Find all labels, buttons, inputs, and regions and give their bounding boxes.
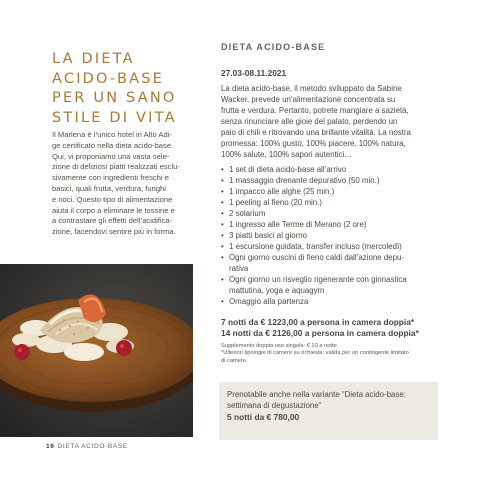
offer-column — [221, 42, 433, 365]
paragraph-line: Qui, vi proponiamo una vasta sele- — [52, 151, 170, 161]
price-list — [221, 317, 433, 339]
promo-price: 5 notti da € 780,00 — [227, 412, 300, 422]
paragraph-line: sivamente con ingredienti freschi e — [52, 173, 169, 183]
bullet-icon: • — [221, 209, 224, 218]
paragraph-line: Il Marlena è l’unico hotel in Alto Adi- — [52, 130, 172, 139]
title-line: PER UN SANO — [52, 90, 177, 106]
list-item-text: mattutina, yoga e aquagym — [229, 286, 325, 295]
footer-label: DIETA ACIDO-BASE — [57, 443, 128, 450]
bullet-icon: • — [221, 198, 224, 207]
promo-line: Prenotabile anche nella variante “Dieta acido-base: — [227, 390, 406, 399]
description-line: paio di chili e ritrovando una brillante vitalità. La nostra — [221, 128, 411, 137]
list-item-text: Ogni giorno cuscini di fieno caldi dall’azione depu- — [229, 253, 405, 262]
list-item — [221, 252, 433, 274]
list-item-text: rativa — [229, 264, 249, 273]
date-range: 27.03-08.11.2021 — [221, 68, 287, 78]
intro-paragraph — [52, 130, 200, 238]
price-notes — [221, 343, 433, 365]
description-line: 100% salute, 100% sapori autentici… — [221, 150, 353, 159]
list-item-text: 2 solarium — [229, 209, 266, 218]
paragraph-line: a contrastare gli effetti dell’acidifica- — [52, 216, 173, 226]
paragraph-line: basici, quali frutta, verdura, funghi — [52, 183, 166, 193]
list-item — [221, 241, 433, 252]
list-item-text: 1 peeling al fieno (20 min.) — [229, 198, 322, 207]
page-number: 16 — [46, 443, 55, 450]
list-item — [221, 197, 433, 208]
description-line: promessa: 100% gusto, 100% piacere, 100% natura, — [221, 139, 406, 148]
list-item — [221, 164, 433, 175]
description-line: senza rinunciare alle gioie del palato, perdendo un — [221, 117, 398, 126]
list-item-text: 1 set di dieta acido-base all’arrivo — [229, 165, 347, 174]
page-title — [52, 50, 212, 128]
list-item — [221, 296, 433, 307]
title-line: ACIDO-BASE — [52, 70, 164, 87]
paragraph-line: zione di deliziosi piatti realizzati esclu- — [52, 162, 180, 172]
promo-text — [227, 390, 406, 423]
list-item — [221, 175, 433, 186]
list-item-text: 1 ingresso alle Terme di Merano (2 ore) — [229, 220, 367, 229]
included-services-list — [221, 164, 433, 307]
offer-description — [221, 83, 433, 160]
bullet-icon: • — [221, 165, 224, 174]
bullet-icon: • — [221, 242, 224, 251]
bullet-icon: • — [221, 297, 224, 306]
list-item — [221, 274, 433, 296]
bullet-icon: • — [221, 176, 224, 185]
page-footer — [46, 443, 128, 450]
price-line: 14 notti da € 2126,00 a persona in camera doppia* — [221, 328, 419, 338]
description-line: frutta e verdura. Pertanto, potrete mangiare a sazietà, — [221, 106, 409, 115]
bullet-icon: • — [221, 275, 224, 284]
description-line: La dieta acido-base, il metodo sviluppato da Sabine — [221, 84, 402, 93]
list-item-text: Ogni giorno un risveglio rigenerante con ginnastica — [229, 275, 407, 284]
list-item-text: 1 massaggio drenante depurativo (50 min.) — [229, 176, 380, 185]
promo-box — [219, 382, 438, 440]
title-line: STILE DI VITA — [52, 109, 177, 126]
title-line: LA DIETA — [52, 51, 135, 67]
bullet-icon: • — [221, 231, 224, 240]
section-heading: DIETA ACIDO-BASE — [221, 42, 326, 52]
bullet-icon: • — [221, 253, 224, 262]
bullet-icon: • — [221, 187, 224, 196]
paragraph-line: aiuta il corpo a eliminare le tossine e — [52, 205, 175, 215]
note-line: Supplemento doppia uso singola: € 10 a notte — [221, 343, 337, 349]
list-item-text: 1 escursione guidata, transfer incluso (mercoledì) — [229, 242, 402, 251]
list-item-text: Omaggio alla partenza — [229, 297, 309, 306]
promo-line: settimana di degustazione” — [227, 400, 322, 410]
list-item — [221, 208, 433, 219]
price-line: 7 notti da € 1223,00 a persona in camera doppia* — [221, 317, 415, 327]
paragraph-line: e noci. Questo tipo di alimentazione — [52, 194, 173, 204]
list-item — [221, 230, 433, 241]
note-line: di camere. — [221, 357, 248, 364]
paragraph-line: ge certificato nella dieta acido-base. — [52, 140, 174, 150]
list-item-text: 1 impacco alle alghe (25 min.) — [229, 187, 335, 196]
food-photo — [0, 264, 193, 437]
list-item — [221, 219, 433, 230]
list-item — [221, 186, 433, 197]
food-photo-illustration — [0, 264, 193, 437]
description-line: Wacker, prevede un’alimentazione concentrata su — [221, 95, 396, 104]
paragraph-line: zione, facendovi sentire più in forma. — [52, 227, 176, 237]
bullet-icon: • — [221, 220, 224, 229]
note-line: *Ulteriori tipologie di camere su richiesta; valida per un contingente limitato — [221, 350, 409, 357]
list-item-text: 3 piatti basici al giorno — [229, 231, 308, 240]
